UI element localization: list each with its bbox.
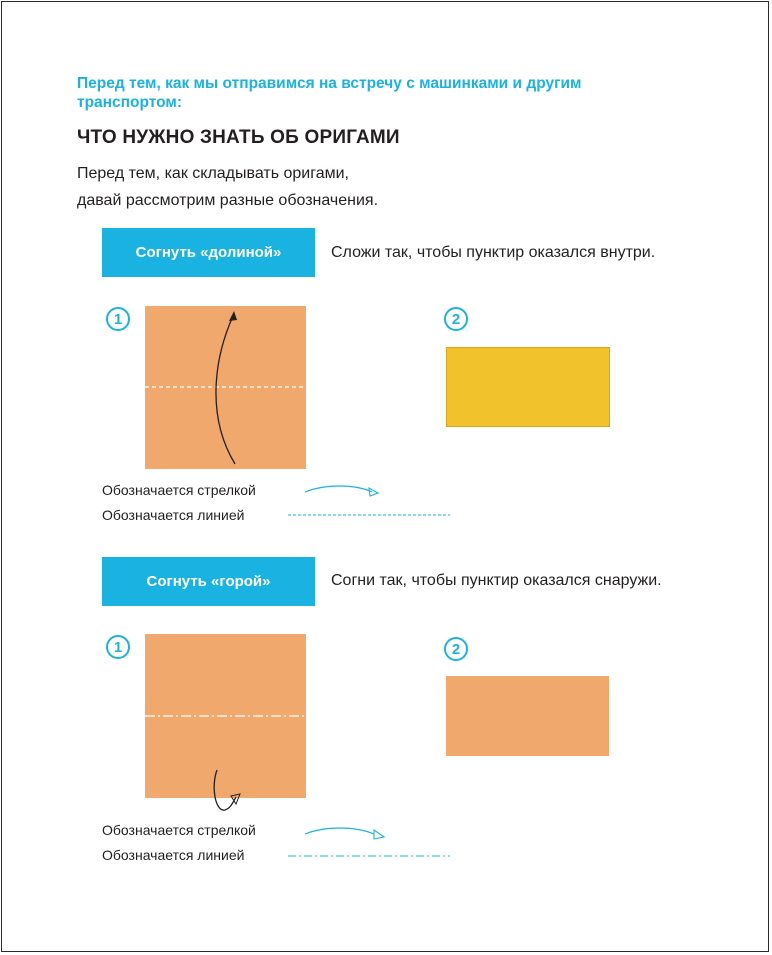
- intro-heading: [77, 74, 677, 112]
- valley-arrow-legend-icon: [300, 482, 382, 498]
- intro-line-2: транспортом:: [77, 94, 183, 111]
- intro-line-1: Перед тем, как мы отправимся на встречу с машинками и другим: [77, 75, 582, 92]
- valley-step-1-badge: 1: [106, 307, 130, 331]
- lead-text: [77, 160, 497, 214]
- mountain-fold-label: Согнуть «горой»: [102, 557, 315, 606]
- mountain-arrow-legend-icon: [300, 822, 390, 842]
- mountain-step-1-markings: [145, 634, 306, 834]
- mountain-arrow-legend-label: Обозначается стрелкой: [102, 822, 256, 838]
- mountain-step-2-paper: [446, 676, 609, 756]
- valley-fold-label: Согнуть «долиной»: [102, 228, 315, 277]
- mountain-line-legend-label: Обозначается линией: [102, 847, 245, 863]
- valley-fold-arrowhead-icon: [229, 311, 237, 321]
- mountain-line-legend-icon: [288, 853, 452, 859]
- lead-line-1: Перед тем, как складывать оригами,: [77, 165, 349, 182]
- mountain-step-1-badge: 1: [106, 635, 130, 659]
- valley-step-2-badge: 2: [444, 307, 468, 331]
- valley-fold-arrow-icon: [216, 316, 235, 464]
- lead-line-2: давай рассмотрим разные обозначения.: [77, 192, 379, 209]
- valley-line-legend-label: Обозначается линией: [102, 507, 245, 523]
- valley-arrow-legend-label: Обозначается стрелкой: [102, 482, 256, 498]
- valley-fold-description: Сложи так, чтобы пунктир оказался внутри.: [331, 244, 656, 261]
- valley-step-1-markings: [145, 306, 306, 469]
- valley-line-legend-icon: [288, 512, 452, 518]
- mountain-step-2-badge: 2: [444, 637, 468, 661]
- mountain-fold-description: Согни так, чтобы пунктир оказался снаружи.: [331, 572, 662, 589]
- mountain-fold-arrow-icon: [214, 770, 236, 810]
- valley-step-2-paper: [446, 347, 610, 427]
- page-title: ЧТО НУЖНО ЗНАТЬ ОБ ОРИГАМИ: [77, 127, 400, 148]
